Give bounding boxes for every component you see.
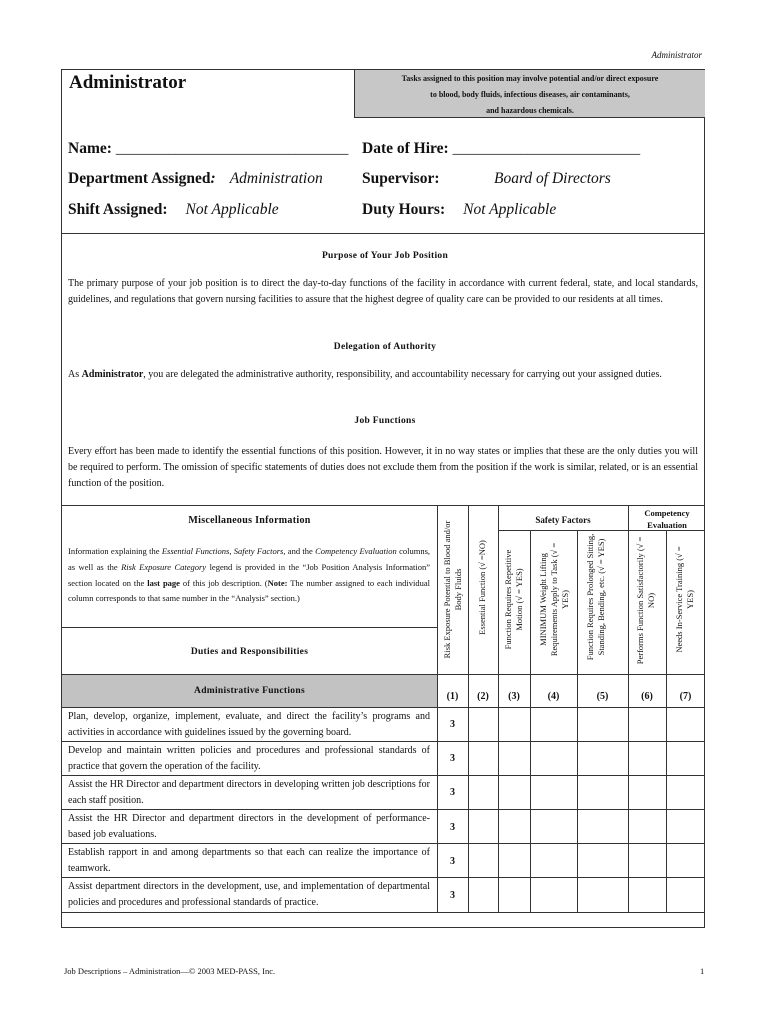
safety-factors-heading: Safety Factors	[535, 515, 591, 525]
col-header-6: Performs Function Satisfactorily (√ = NO)	[635, 536, 656, 665]
risk-value-4: 3	[450, 822, 455, 833]
duty-row-5: Establish rapport in and among departments so that each can realize the importance of teamwork.	[68, 847, 430, 874]
duty-hours-label: Duty Hours:	[362, 201, 446, 218]
misc-text-part: Safety Factors	[233, 546, 284, 556]
hazard-line-2: to blood, body fluids, infectious diseases, air contaminants,	[430, 90, 630, 99]
misc-bottom-line	[61, 627, 437, 628]
duty-row-3: Assist the HR Director and department directors in developing written job descriptions for each staff position.	[68, 779, 430, 806]
page-number: 1	[700, 966, 705, 976]
date-of-hire-field	[362, 140, 640, 158]
department-value: Administration	[229, 170, 323, 187]
section-divider	[61, 233, 705, 234]
row-line-2	[61, 775, 705, 776]
delegation-prefix: As	[68, 369, 82, 380]
hazard-line-1: Tasks assigned to this position may involve potential and/or direct exposure	[401, 74, 659, 83]
col-divider-5	[577, 530, 578, 912]
col-header-4: MINIMUM Weight Lifting Requirements Apply to Task (√ = YES)	[538, 542, 570, 657]
misc-text-part: The number assigned to each individual column corresponds to that same number in the “Analysis” section.)	[68, 577, 430, 604]
duty-row-6: Assist department directors in the development, use, and implementation of departmental policies and procedures and professional standards of practice.	[68, 881, 430, 908]
risk-value-1: 3	[450, 719, 455, 730]
purpose-text: The primary purpose of your job position is to direct the day-to-day functions of the facility in accordance with current federal, state, and local standards, guidelines, and regulations that govern nursing facilities to assure that the highest degree of quality care can be provided to our residents at all times.	[68, 278, 698, 305]
delegation-role: Administrator	[81, 369, 144, 380]
row-line-3	[61, 809, 705, 810]
col-divider-2	[468, 505, 469, 912]
department-colon: :	[210, 170, 216, 187]
misc-text-part: ,	[229, 546, 234, 556]
misc-text-part: Essential Functions	[161, 546, 230, 556]
misc-text-part: legend is provided in the “Job Position Analysis Information” section located on the	[68, 561, 430, 588]
col-num-1: (1)	[446, 691, 459, 702]
name-field	[68, 140, 348, 158]
competency-heading: Competency Evaluation	[644, 508, 690, 530]
col-num-4: (4)	[547, 691, 560, 702]
col-divider-6	[628, 505, 629, 912]
col-num-3: (3)	[508, 691, 520, 702]
hazard-line-3: and hazardous chemicals.	[486, 106, 574, 115]
misc-text-part: columns, as well as the	[68, 546, 431, 572]
delegation-body: , you are delegated the administrative authority, responsibility, and accountability necessary for carrying out your assigned duties.	[143, 369, 662, 380]
misc-text-part: Note:	[267, 577, 288, 588]
row-line-5	[61, 877, 705, 878]
delegation-heading: Delegation of Authority	[333, 342, 437, 352]
col-num-6: (6)	[641, 691, 653, 702]
purpose-heading: Purpose of Your Job Position	[321, 251, 449, 261]
name-label: Name:	[68, 140, 112, 157]
col-header-2: Essential Function (√ =NO)	[477, 540, 487, 635]
col-divider-4	[530, 530, 531, 912]
shift-field	[68, 201, 279, 219]
risk-value-2: 3	[450, 753, 455, 764]
shift-label: Shift Assigned:	[68, 201, 168, 218]
functions-heading: Job Functions	[354, 416, 416, 426]
col-header-3: Function Requires Repetitive Motion (√ = YES)	[503, 549, 524, 650]
misc-text-part: Risk Exposure Category	[121, 561, 207, 572]
duty-row-1: Plan, develop, organize, implement, evaluate, and direct the facility’s programs and activities in accordance with guidelines issued by the governing board.	[68, 711, 430, 738]
page-title: Administrator	[69, 72, 187, 93]
running-header: Administrator	[651, 50, 702, 60]
shift-value: Not Applicable	[185, 201, 279, 218]
date-of-hire-label: Date of Hire:	[362, 140, 449, 157]
delegation-text	[68, 367, 698, 383]
hazard-notice	[354, 70, 705, 118]
col-divider-7	[666, 530, 667, 912]
risk-value-5: 3	[450, 856, 455, 867]
department-label: Department Assigned	[68, 170, 211, 187]
row-line-1	[61, 741, 705, 742]
risk-value-3: 3	[450, 787, 455, 798]
footer-text: Job Descriptions – Administration—© 2003 MED-PASS, Inc.	[64, 966, 276, 976]
duty-row-2: Develop and maintain written policies and procedures and professional standards of practice that govern the operation of the facility.	[68, 745, 430, 772]
misc-text-part: of this job description. (	[179, 577, 268, 588]
misc-text-part: last page	[147, 577, 180, 588]
admin-functions-heading: Administrative Functions	[194, 686, 305, 696]
col-num-5: (5)	[596, 691, 609, 702]
misc-text	[68, 544, 430, 607]
duty-hours-field	[362, 201, 556, 219]
col-divider-3	[498, 505, 499, 912]
risk-value-6: 3	[450, 890, 455, 901]
table-bottom-line	[61, 912, 705, 913]
misc-heading: Miscellaneous Information	[188, 515, 311, 526]
col-num-7: (7)	[679, 691, 692, 702]
functions-text: Every effort has been made to identify the essential functions of this position. However, it in no way states or implies that these are the only duties you will be required to perform. The omission of specific statements of duties does not exclude them from the position if the work is similar, related, or is an essential function of the position.	[68, 446, 698, 489]
row-line-4	[61, 843, 705, 844]
table-top-line	[61, 505, 705, 506]
col-header-1: Risk Exposure Potential to Blood and/or Body Fluids	[442, 520, 463, 659]
col-header-7: Needs In-Service Training (√ = YES)	[674, 546, 695, 653]
misc-text-part: Competency Evaluation	[315, 546, 397, 556]
row-line-0	[61, 707, 705, 708]
department-field	[68, 170, 323, 188]
supervisor-value: Board of Directors	[494, 170, 611, 187]
col-num-2: (2)	[477, 691, 489, 702]
col-header-5: Function Requires Prolonged Sitting, Standing, Bending, etc. (√ = YES)	[585, 533, 606, 661]
supervisor-label: Supervisor:	[362, 170, 440, 187]
duty-hours-value: Not Applicable	[463, 201, 557, 218]
col-divider-1	[437, 505, 438, 912]
duties-heading: Duties and Responsibilities	[190, 647, 309, 657]
name-blank: _______________________________	[115, 141, 349, 157]
date-of-hire-blank: _________________________	[452, 141, 641, 157]
misc-text-part: Information explaining the	[68, 546, 162, 556]
supervisor-field	[362, 170, 440, 188]
duty-row-4: Assist the HR Director and department directors in the development of performance-based job evaluations.	[68, 813, 430, 840]
misc-text-part: , and the	[283, 546, 316, 556]
